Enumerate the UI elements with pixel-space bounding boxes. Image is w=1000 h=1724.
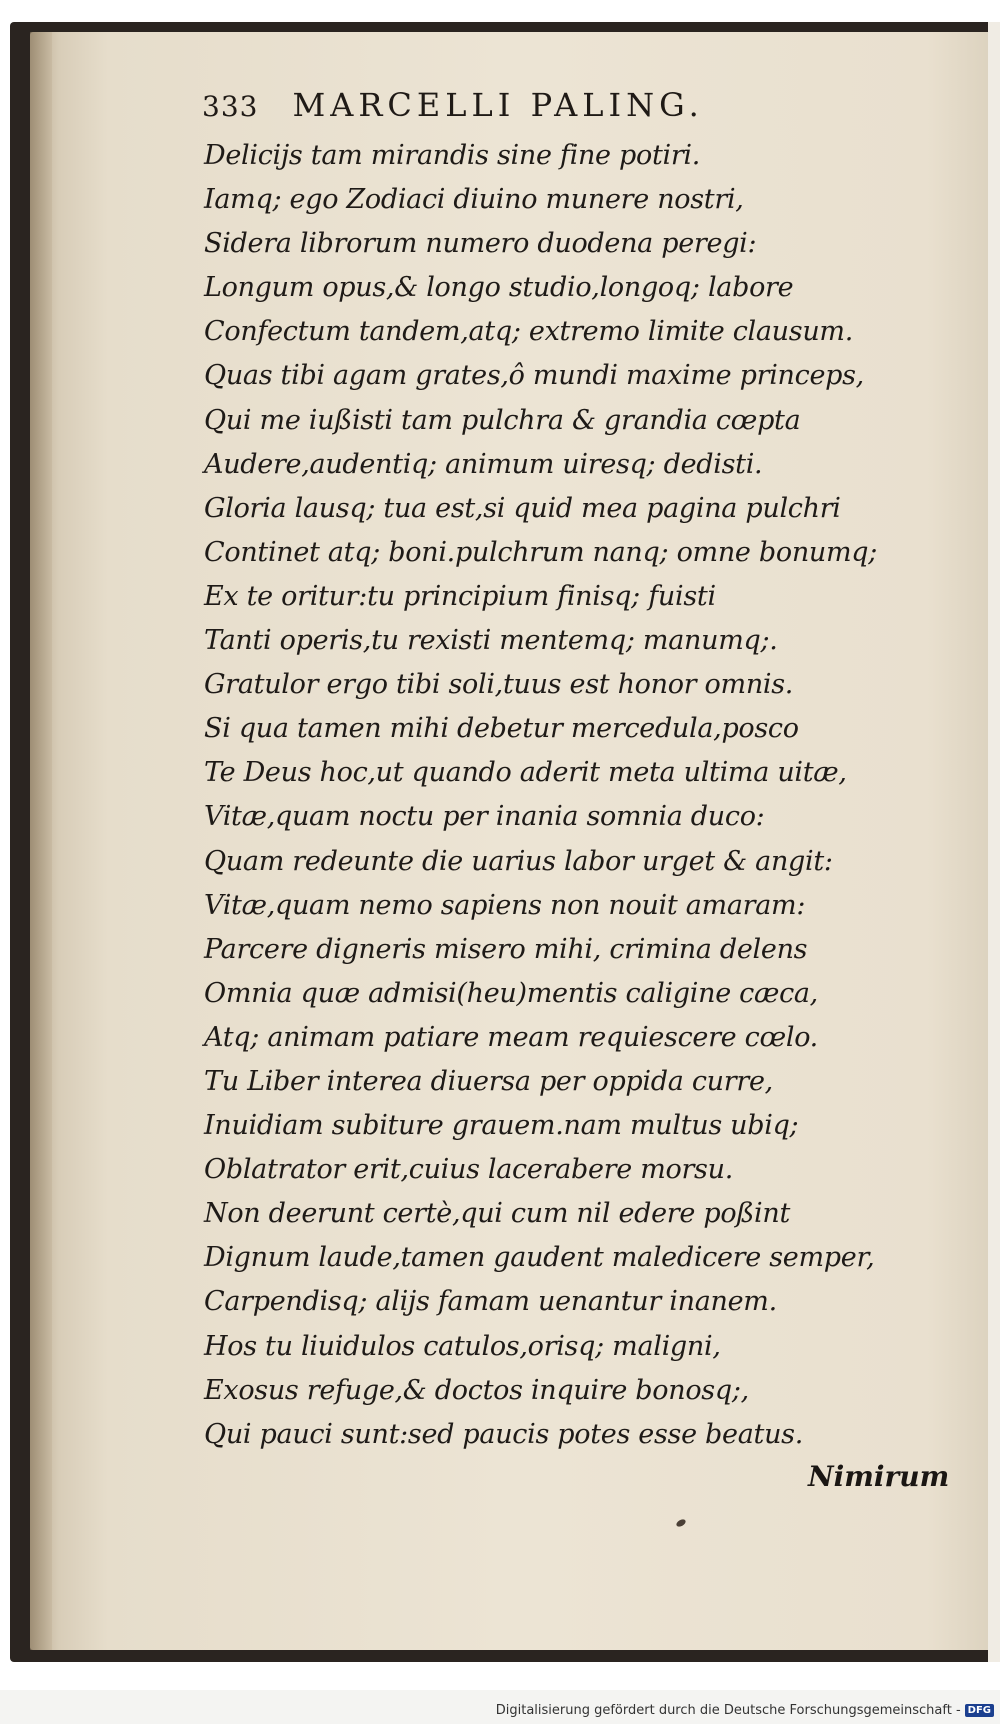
verse-line: Gloria lausq; tua est,si quid mea pagina pulchri	[204, 492, 841, 524]
verse-line: Confectum tandem,atq; extremo limite clausum.	[204, 316, 853, 348]
verse-line: Dignum laude,tamen gaudent maledicere semper,	[204, 1242, 875, 1274]
credit-text: Digitalisierung gefördert durch die Deutsche Forschungsgemeinschaft -	[495, 1703, 961, 1718]
verse-line: Carpendisq; alijs famam uenantur inanem.	[204, 1286, 777, 1318]
verse-line: Qui pauci sunt:sed paucis potes esse beatus.	[204, 1418, 803, 1450]
poem-text	[204, 134, 924, 1457]
scan-margin	[988, 22, 1000, 1662]
verse-line: Longum opus,& longo studio,longoq; labore	[204, 272, 794, 304]
verse-line: Iamq; ego Zodiaci diuino munere nostri,	[204, 184, 744, 216]
catchword: Nimirum	[808, 1460, 950, 1493]
verse-line: Atq; animam patiare meam requiescere cœlo.	[204, 1021, 818, 1053]
verse-line: Tu Liber interea diuersa per oppida curre,	[204, 1065, 773, 1097]
verse-line: Qui me iußisti tam pulchra & grandia cœpta	[204, 404, 801, 436]
verse-line: Audere,audentiq; animum uiresq; dedisti.	[204, 448, 763, 480]
verse-line: Ex te oritur:tu principium finisq; fuisti	[204, 580, 716, 612]
dfg-logo-icon: DFG	[965, 1704, 994, 1717]
verse-line: Non deerunt certè,qui cum nil edere poßint	[204, 1198, 791, 1230]
running-header	[202, 86, 704, 124]
verse-line: Te Deus hoc,ut quando aderit meta ultima uitæ,	[204, 757, 847, 789]
verse-line: Gratulor ergo tibi soli,tuus est honor omnis.	[204, 669, 794, 701]
verse-line: Oblatrator erit,cuius lacerabere morsu.	[204, 1154, 733, 1186]
verse-line: Continet atq; boni.pulchrum nanq; omne bonumq;	[204, 536, 878, 568]
page-number: 333	[202, 90, 259, 123]
verse-line: Sidera librorum numero duodena peregi:	[204, 228, 757, 260]
verse-line: Hos tu liuidulos catulos,orisq; maligni,	[204, 1330, 721, 1362]
verse-line: Inuidiam subiture grauem.nam multus ubiq;	[204, 1110, 799, 1142]
verse-line: Parcere digneris misero mihi, crimina delens	[204, 933, 808, 965]
verse-line: Exosus refuge,& doctos inquire bonosq;,	[204, 1374, 749, 1406]
digitization-credit	[496, 1703, 994, 1718]
running-title: MARCELLI PALING.	[292, 86, 704, 124]
verse-line: Vitæ,quam noctu per inania somnia duco:	[204, 801, 765, 833]
verse-line: Si qua tamen mihi debetur mercedula,posco	[204, 713, 799, 745]
verse-line: Vitæ,quam nemo sapiens non nouit amaram:	[204, 889, 806, 921]
verse-line: Quam redeunte die uarius labor urget & angit:	[204, 845, 833, 877]
verse-line: Tanti operis,tu rexisti mentemq; manumq;.	[204, 625, 778, 657]
verse-line: Omnia quæ admisi(heu)mentis caligine cæca,	[204, 977, 818, 1009]
page-gutter	[30, 32, 52, 1650]
verse-line: Delicijs tam mirandis sine fine potiri.	[204, 140, 701, 171]
verse-line: Quas tibi agam grates,ô mundi maxime princeps,	[204, 360, 864, 392]
